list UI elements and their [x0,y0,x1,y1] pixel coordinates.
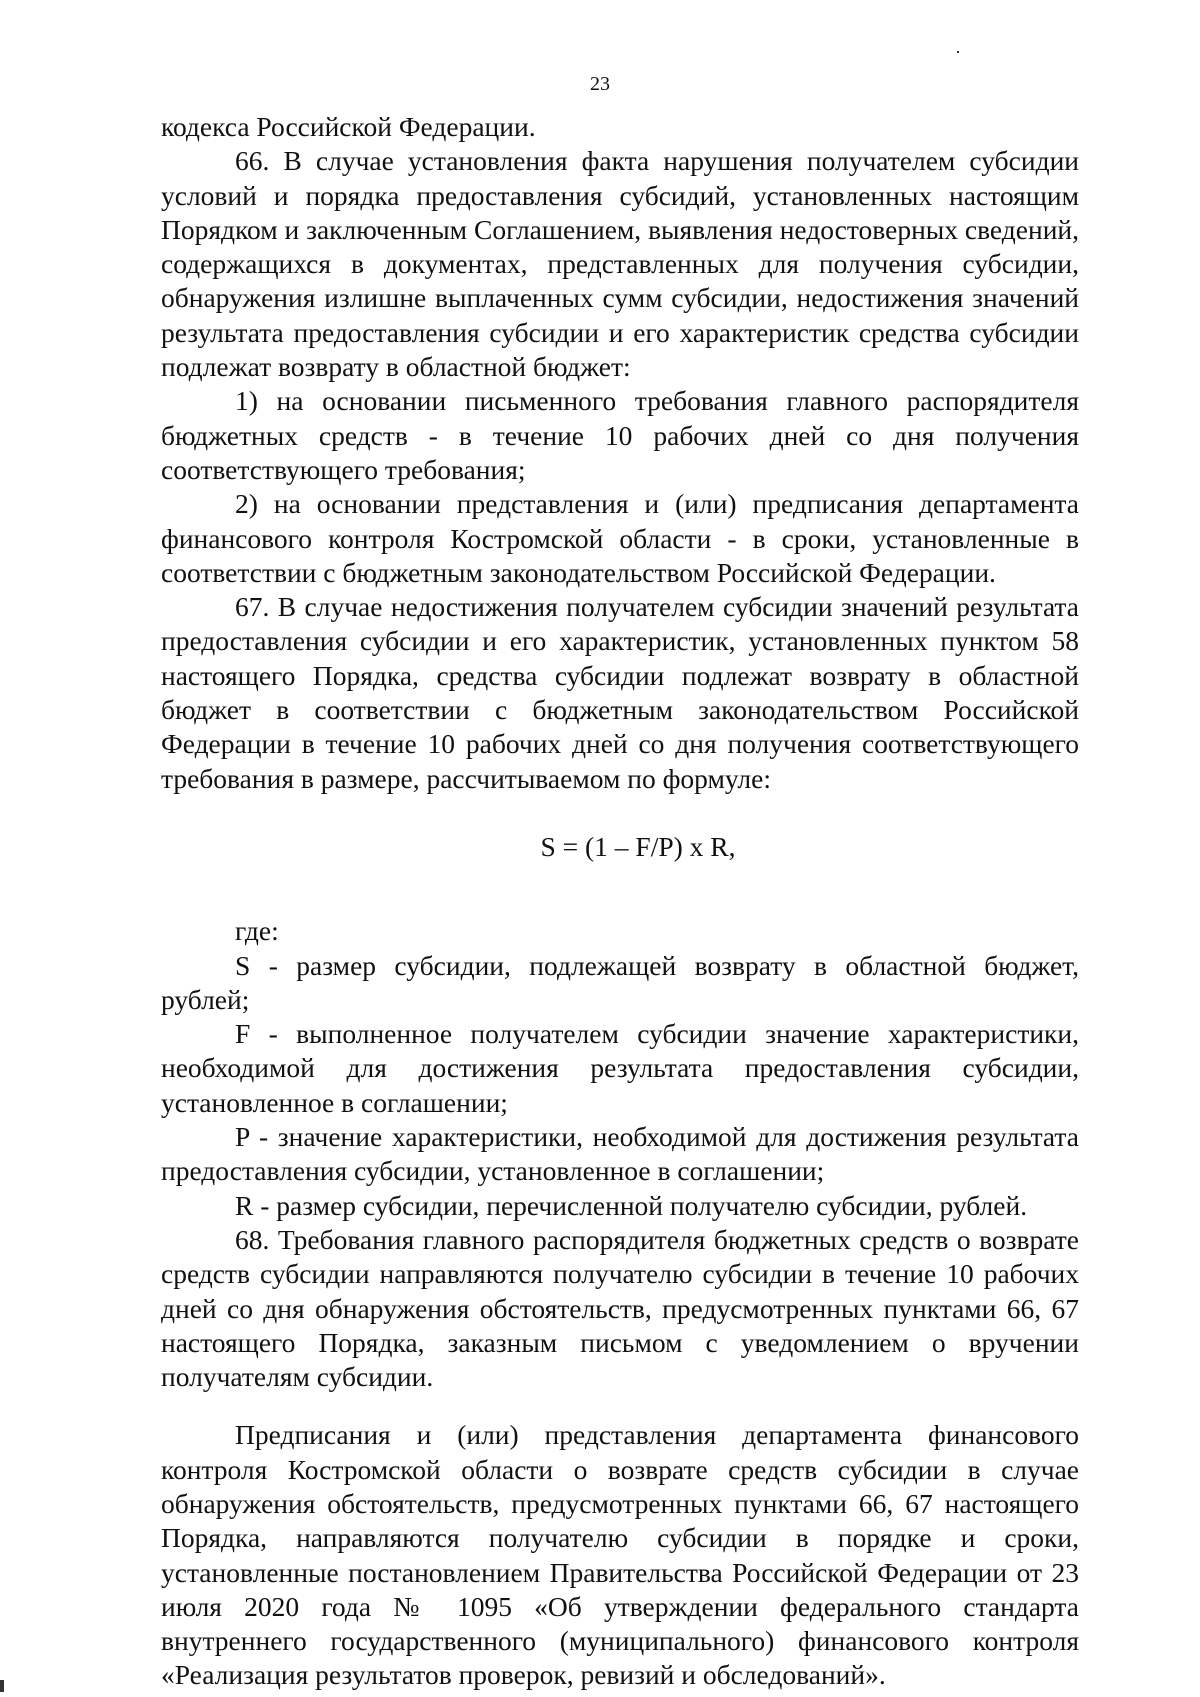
paragraph-continuation: кодекса Российской Федерации. [161,111,536,142]
paragraph-68: 68. Требования главного распорядителя бюджетных средств о возврате средств субсидии направляются получателю субсидии в течение 10 рабочих дней со дня обнаружения обстоятельств, предусмотренных пунктами 66, 67 настоящего Порядка, заказным письмом с уведомлением о вручении получателям субсидии. [161,1223,1079,1393]
paragraph-66-item-2: 2) на основании представления и (или) предписания департамента финансового контроля Костромской области - в сроки, установленные в соответствии с бюджетным законодательством Российской Федерации. [161,488,1079,588]
definition-r: R - размер субсидии, перечисленной получателю субсидии, рублей. [235,1189,1028,1221]
paragraph-67: 67. В случае недостижения получателем субсидии значений результата предоставления субсидии и его характеристик, установленных пунктом 58 настоящего Порядка, средства субсидии подлежат возврату в областной бюджет в соответствии с бюджетным законодательством Российской Федерации в течение 10 рабочих дней со дня получения соответствующего требования в размере, рассчитываемом по формуле: [161,591,1079,794]
document-body [161,110,1079,1693]
paragraph-66-item-1: 1) на основании письменного требования главного распорядителя бюджетных средств - в течение 10 рабочих дней со дня получения соответствующего требования; [161,385,1079,485]
paragraph-66: 66. В случае установления факта нарушения получателем субсидии условий и порядка предоставления субсидий, установленных настоящим Порядком и заключенным Соглашением, выявления недостоверных сведений, содержащихся в документах, представленных для получения субсидии, обнаружения излишне выплаченных сумм субсидии, недостижения значений результата предоставления субсидии и его характеристик средства субсидии подлежат возврату в областной бюджет: [161,145,1079,383]
definition-f: F - выполненное получателем субсидии значение характеристики, необходимой для достижения результата предоставления субсидии, установленное в соглашении; [161,1018,1079,1118]
scan-speck [957,51,959,53]
definition-s: S - размер субсидии, подлежащей возврату в областной бюджет, рублей; [161,949,1079,1015]
formula: S = (1 – F/P) x R, [540,830,736,862]
formula-where: где: [235,915,279,947]
scan-edge-mark [0,1680,4,1692]
definition-p: P - значение характеристики, необходимой для достижения результата предоставления субсидии, установленное в соглашении; [161,1121,1079,1187]
page-number: 23 [590,73,610,95]
paragraph-68-continued: Предписания и (или) представления департамента финансового контроля Костромской области о возврате средств субсидии в случае обнаружения обстоятельств, предусмотренных пунктами 66, 67 настоящего Порядка, направляются получателю субсидии в порядке и сроки, установленные постановлением Правительства Российской Федерации от 23 июля 2020 года № 1095 «Об утверждении федерального стандарта внутреннего государственного (муниципального) финансового контроля «Реализация результатов проверок, ревизий и обследований». [161,1419,1079,1691]
